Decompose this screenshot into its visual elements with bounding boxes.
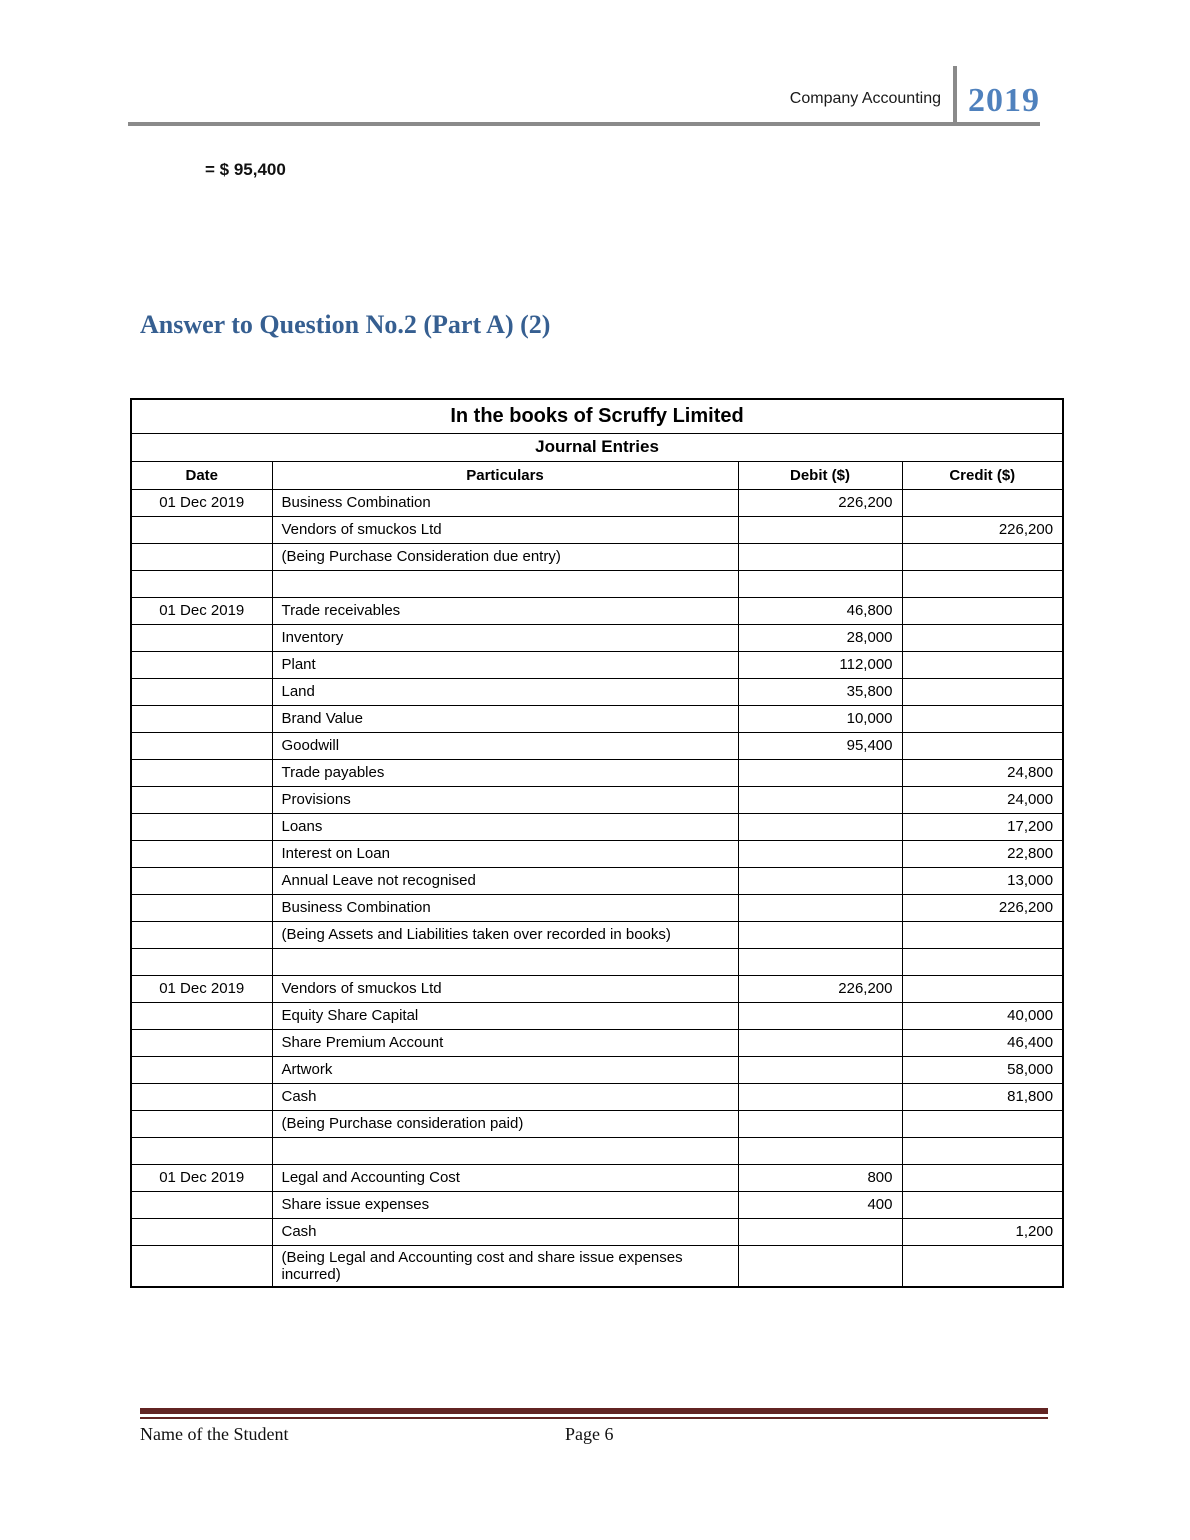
cell-date bbox=[131, 759, 272, 786]
cell-date bbox=[131, 1110, 272, 1137]
cell-date bbox=[131, 1191, 272, 1218]
cell-date bbox=[131, 1218, 272, 1245]
cell-date bbox=[131, 678, 272, 705]
cell-credit bbox=[902, 975, 1063, 1002]
table-row bbox=[131, 1191, 1063, 1218]
cell-debit bbox=[738, 1218, 902, 1245]
cell-date: 01 Dec 2019 bbox=[131, 1164, 272, 1191]
cell-credit bbox=[902, 1110, 1063, 1137]
cell-credit bbox=[902, 705, 1063, 732]
cell-particulars: (Being Legal and Accounting cost and share issue expenses incurred) bbox=[272, 1245, 738, 1287]
table-row bbox=[131, 759, 1063, 786]
cell-particulars: Brand Value bbox=[272, 705, 738, 732]
table-row bbox=[131, 570, 1063, 597]
cell-credit bbox=[902, 651, 1063, 678]
column-header-particulars: Particulars bbox=[272, 461, 738, 489]
cell-debit bbox=[738, 867, 902, 894]
cell-debit bbox=[738, 1137, 902, 1164]
footer-page-number: Page 6 bbox=[565, 1424, 614, 1444]
cell-debit: 800 bbox=[738, 1164, 902, 1191]
cell-debit: 46,800 bbox=[738, 597, 902, 624]
table-row bbox=[131, 678, 1063, 705]
cell-debit bbox=[738, 921, 902, 948]
cell-date bbox=[131, 786, 272, 813]
table-title: In the books of Scruffy Limited bbox=[131, 399, 1063, 433]
cell-credit bbox=[902, 732, 1063, 759]
cell-credit: 24,800 bbox=[902, 759, 1063, 786]
cell-credit: 1,200 bbox=[902, 1218, 1063, 1245]
cell-debit bbox=[738, 570, 902, 597]
cell-credit bbox=[902, 1191, 1063, 1218]
table-title-row bbox=[131, 399, 1063, 433]
cell-date bbox=[131, 840, 272, 867]
cell-date: 01 Dec 2019 bbox=[131, 489, 272, 516]
table-row bbox=[131, 1218, 1063, 1245]
table-row bbox=[131, 1029, 1063, 1056]
table-row bbox=[131, 651, 1063, 678]
table-row bbox=[131, 1002, 1063, 1029]
cell-particulars: Loans bbox=[272, 813, 738, 840]
cell-credit: 46,400 bbox=[902, 1029, 1063, 1056]
cell-particulars: Plant bbox=[272, 651, 738, 678]
table-row bbox=[131, 516, 1063, 543]
table-row bbox=[131, 894, 1063, 921]
table-row bbox=[131, 786, 1063, 813]
table-header-row bbox=[131, 461, 1063, 489]
cell-date: 01 Dec 2019 bbox=[131, 975, 272, 1002]
cell-debit: 35,800 bbox=[738, 678, 902, 705]
cell-particulars: (Being Purchase Consideration due entry) bbox=[272, 543, 738, 570]
table-row bbox=[131, 921, 1063, 948]
cell-date bbox=[131, 1029, 272, 1056]
cell-debit bbox=[738, 759, 902, 786]
table-row bbox=[131, 975, 1063, 1002]
cell-debit: 95,400 bbox=[738, 732, 902, 759]
cell-date bbox=[131, 813, 272, 840]
cell-particulars: Trade receivables bbox=[272, 597, 738, 624]
cell-debit: 10,000 bbox=[738, 705, 902, 732]
table-row bbox=[131, 867, 1063, 894]
cell-date bbox=[131, 867, 272, 894]
header-doc-title: Company Accounting bbox=[789, 90, 941, 107]
cell-credit: 24,000 bbox=[902, 786, 1063, 813]
cell-credit bbox=[902, 489, 1063, 516]
cell-particulars: Inventory bbox=[272, 624, 738, 651]
cell-debit bbox=[738, 840, 902, 867]
amount-line: = $ 95,400 bbox=[205, 160, 286, 179]
cell-credit: 58,000 bbox=[902, 1056, 1063, 1083]
cell-particulars bbox=[272, 1137, 738, 1164]
cell-particulars bbox=[272, 570, 738, 597]
cell-particulars: Equity Share Capital bbox=[272, 1002, 738, 1029]
cell-credit: 17,200 bbox=[902, 813, 1063, 840]
cell-credit: 13,000 bbox=[902, 867, 1063, 894]
cell-particulars: Artwork bbox=[272, 1056, 738, 1083]
table-row bbox=[131, 1056, 1063, 1083]
header-year: 2019 bbox=[968, 82, 1040, 119]
cell-debit: 28,000 bbox=[738, 624, 902, 651]
table-row bbox=[131, 597, 1063, 624]
cell-credit bbox=[902, 1137, 1063, 1164]
cell-debit bbox=[738, 1083, 902, 1110]
cell-debit: 226,200 bbox=[738, 489, 902, 516]
cell-debit bbox=[738, 786, 902, 813]
cell-date: 01 Dec 2019 bbox=[131, 597, 272, 624]
column-header-credit: Credit ($) bbox=[902, 461, 1063, 489]
cell-credit bbox=[902, 624, 1063, 651]
cell-particulars: Vendors of smuckos Ltd bbox=[272, 516, 738, 543]
cell-particulars bbox=[272, 948, 738, 975]
cell-date bbox=[131, 1083, 272, 1110]
cell-date bbox=[131, 948, 272, 975]
cell-particulars: Vendors of smuckos Ltd bbox=[272, 975, 738, 1002]
table-row bbox=[131, 1164, 1063, 1191]
cell-credit: 226,200 bbox=[902, 516, 1063, 543]
cell-date bbox=[131, 894, 272, 921]
cell-debit bbox=[738, 813, 902, 840]
table-subtitle: Journal Entries bbox=[131, 433, 1063, 461]
cell-particulars: Cash bbox=[272, 1083, 738, 1110]
cell-debit bbox=[738, 1245, 902, 1287]
table-row bbox=[131, 813, 1063, 840]
cell-particulars: Goodwill bbox=[272, 732, 738, 759]
cell-credit bbox=[902, 948, 1063, 975]
cell-particulars: Provisions bbox=[272, 786, 738, 813]
cell-particulars: Trade payables bbox=[272, 759, 738, 786]
cell-date bbox=[131, 921, 272, 948]
section-heading: Answer to Question No.2 (Part A) (2) bbox=[140, 310, 551, 339]
page-header bbox=[128, 64, 1040, 124]
table-row bbox=[131, 543, 1063, 570]
cell-date bbox=[131, 705, 272, 732]
cell-date bbox=[131, 543, 272, 570]
cell-debit bbox=[738, 1029, 902, 1056]
table-subtitle-row bbox=[131, 433, 1063, 461]
cell-date bbox=[131, 651, 272, 678]
journal-entries-table bbox=[130, 398, 1064, 1288]
table-row bbox=[131, 1110, 1063, 1137]
table-row bbox=[131, 1137, 1063, 1164]
cell-debit bbox=[738, 543, 902, 570]
table-row bbox=[131, 489, 1063, 516]
cell-debit bbox=[738, 948, 902, 975]
cell-particulars: Share issue expenses bbox=[272, 1191, 738, 1218]
cell-particulars: Share Premium Account bbox=[272, 1029, 738, 1056]
cell-debit bbox=[738, 894, 902, 921]
cell-credit bbox=[902, 1164, 1063, 1191]
cell-particulars: Legal and Accounting Cost bbox=[272, 1164, 738, 1191]
cell-credit bbox=[902, 1245, 1063, 1287]
cell-credit: 226,200 bbox=[902, 894, 1063, 921]
cell-date bbox=[131, 624, 272, 651]
cell-debit: 112,000 bbox=[738, 651, 902, 678]
table-row bbox=[131, 624, 1063, 651]
cell-credit: 40,000 bbox=[902, 1002, 1063, 1029]
cell-debit bbox=[738, 1056, 902, 1083]
footer-student-name: Name of the Student bbox=[140, 1424, 289, 1444]
table-row bbox=[131, 1083, 1063, 1110]
column-header-debit: Debit ($) bbox=[738, 461, 902, 489]
cell-debit bbox=[738, 1002, 902, 1029]
header-rule-line bbox=[128, 122, 1040, 126]
table-row bbox=[131, 840, 1063, 867]
cell-credit bbox=[902, 921, 1063, 948]
cell-date bbox=[131, 516, 272, 543]
cell-date bbox=[131, 1245, 272, 1287]
table-row bbox=[131, 948, 1063, 975]
cell-particulars: Land bbox=[272, 678, 738, 705]
cell-credit bbox=[902, 678, 1063, 705]
cell-credit bbox=[902, 543, 1063, 570]
cell-date bbox=[131, 1137, 272, 1164]
cell-credit: 22,800 bbox=[902, 840, 1063, 867]
cell-credit bbox=[902, 597, 1063, 624]
table-row bbox=[131, 732, 1063, 759]
cell-particulars: Interest on Loan bbox=[272, 840, 738, 867]
column-header-date: Date bbox=[131, 461, 272, 489]
cell-particulars: Annual Leave not recognised bbox=[272, 867, 738, 894]
cell-debit: 400 bbox=[738, 1191, 902, 1218]
cell-date bbox=[131, 1002, 272, 1029]
cell-particulars: Business Combination bbox=[272, 894, 738, 921]
cell-particulars: Cash bbox=[272, 1218, 738, 1245]
footer-rule-thick bbox=[140, 1408, 1048, 1414]
cell-date bbox=[131, 570, 272, 597]
cell-debit: 226,200 bbox=[738, 975, 902, 1002]
cell-credit bbox=[902, 570, 1063, 597]
cell-debit bbox=[738, 1110, 902, 1137]
footer-rule-thin bbox=[140, 1417, 1048, 1419]
cell-particulars: (Being Purchase consideration paid) bbox=[272, 1110, 738, 1137]
table-row bbox=[131, 705, 1063, 732]
cell-particulars: Business Combination bbox=[272, 489, 738, 516]
cell-debit bbox=[738, 516, 902, 543]
cell-credit: 81,800 bbox=[902, 1083, 1063, 1110]
cell-particulars: (Being Assets and Liabilities taken over recorded in books) bbox=[272, 921, 738, 948]
cell-date bbox=[131, 1056, 272, 1083]
cell-date bbox=[131, 732, 272, 759]
table-row bbox=[131, 1245, 1063, 1287]
